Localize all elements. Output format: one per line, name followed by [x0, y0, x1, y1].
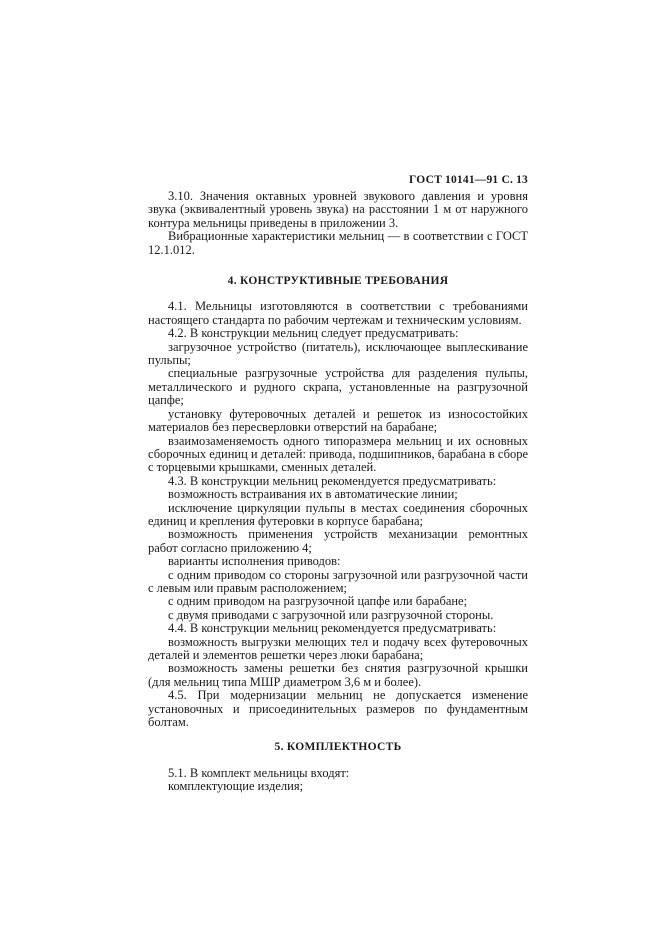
list-item: специальные разгрузочные устройства для разделения пульпы, металлического и рудного скрапа, установленные на разгрузочной цапфе; — [148, 366, 528, 408]
list-item: с одним приводом со стороны загрузочной или разгрузочной части с левым или правым расположением; — [148, 567, 528, 595]
section-5-heading: 5. КОМПЛЕКТНОСТЬ — [274, 741, 402, 754]
paragraph-4-2: 4.2. В конструкции мельниц следует предусматривать: — [168, 326, 459, 341]
section-4-heading: 4. КОНСТРУКТИВНЫЕ ТРЕБОВАНИЯ — [227, 275, 449, 288]
list-item: возможность выгрузки мелющих тел и подачу всех футеровочных деталей и элементов решетки через люки барабана; — [148, 634, 528, 662]
paragraph-4-1: 4.1. Мельницы изготовляются в соответствии с требованиями настоящего стандарта по рабочим чертежам и техническим условиям. — [148, 299, 528, 327]
list-item: с одним приводом на разгрузочной цапфе или барабане; — [168, 594, 468, 609]
document-body — [148, 190, 528, 794]
paragraph-3-10: 3.10. Значения октавных уровней звукового давления и уровня звука (эквивалентный уровень звука) на расстоянии 1 м от наружного контура мельницы приведены в приложении 3. — [148, 189, 528, 230]
list-item: с двумя приводами с загрузочной или разгрузочной стороны. — [168, 607, 494, 622]
list-item: установку футеровочных деталей и решеток из износостойких материалов без пересверловки отверстий на барабане; — [148, 406, 528, 435]
list-item: варианты исполнения приводов: — [168, 554, 341, 569]
list-item: взаимозаменяемость одного типоразмера мельниц и их основных сборочных единиц и деталей: привода, подшипников, барабана в сборе с торцевыми крышками, сменных деталей. — [148, 433, 528, 475]
paragraph-4-5: 4.5. При модернизации мельниц не допускается изменение установочных и присоединительных размеров по фундаментным болтам. — [148, 688, 528, 730]
list-item: исключение циркуляции пульпы в местах соединения сборочных единиц и крепления футеровки в корпусе барабана; — [148, 500, 528, 528]
list-item: возможность замены решетки без снятия разгрузочной крышки (для мельниц типа МШР диаметром 3,6 м и более). — [148, 661, 528, 689]
list-item: загрузочное устройство (питатель), исключающее выплескивание пульпы; — [148, 339, 528, 368]
paragraph-vibration: Вибрационные характеристики мельниц — в соответствии с ГОСТ 12.1.012. — [148, 229, 528, 257]
list-item: возможность применения устройств механизации ремонтных работ согласно приложению 4; — [148, 527, 528, 555]
paragraph-4-3: 4.3. В конструкции мельниц рекомендуется предусматривать: — [168, 473, 497, 488]
list-item: комплектующие изделия; — [168, 779, 304, 794]
paragraph-5-1: 5.1. В комплект мельницы входят: — [168, 765, 350, 780]
paragraph-4-4: 4.4. В конструкции мельниц рекомендуется предусматривать: — [168, 621, 497, 636]
list-item: возможность встраивания их в автоматические линии; — [168, 487, 458, 502]
page-header: ГОСТ 10141—91 С. 13 — [409, 174, 528, 186]
